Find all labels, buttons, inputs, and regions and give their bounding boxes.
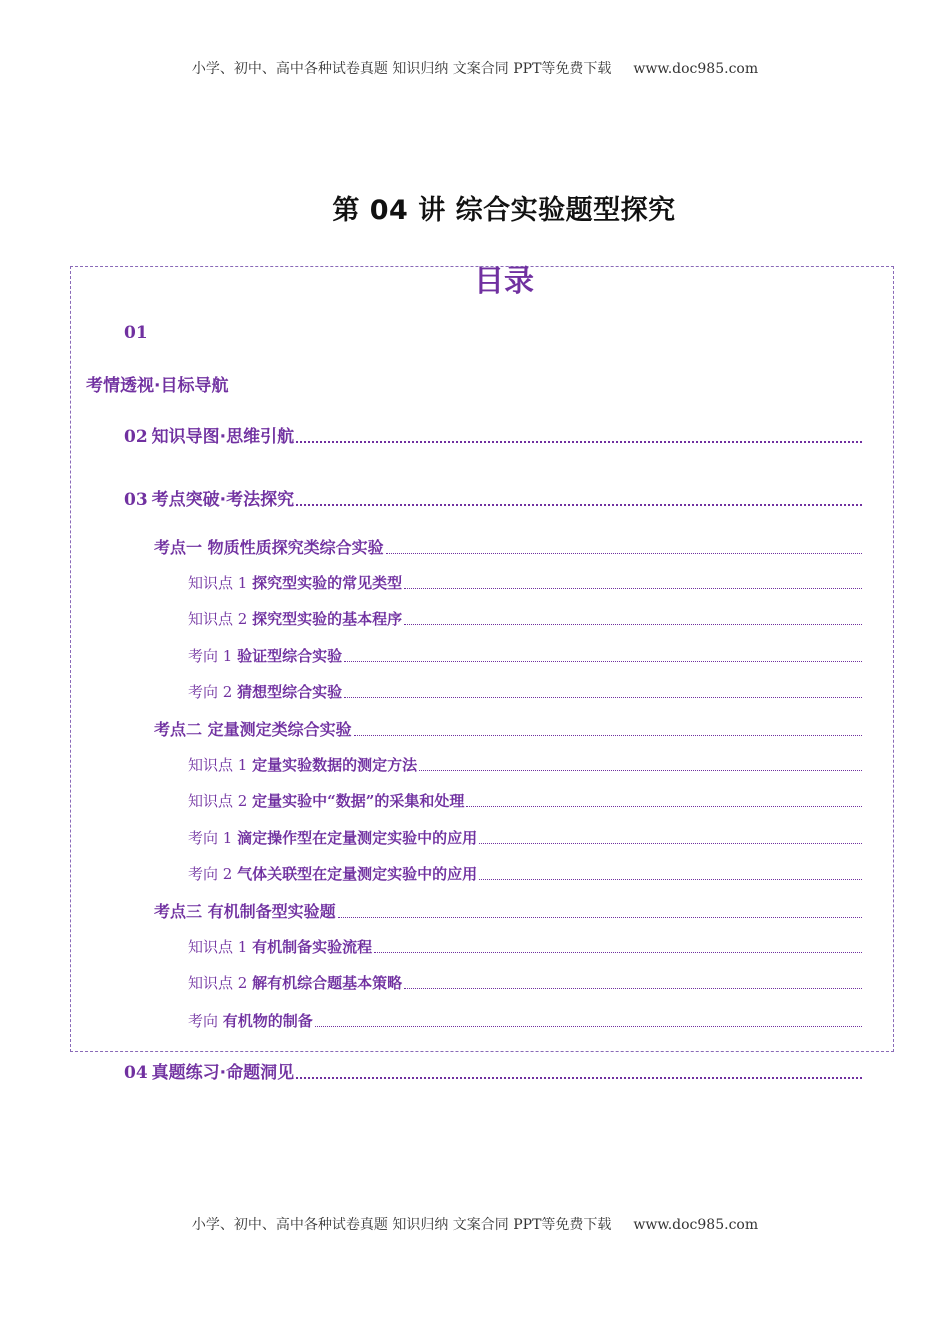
header-text: 小学、初中、高中各种试卷真题 知识归纳 文案合同 PPT等免费下载: [191, 61, 612, 77]
toc-entry-label: 考点突破·考法探究: [151, 490, 295, 510]
dot-leader: [404, 624, 862, 625]
toc-entry-label: 考点一 物质性质探究类综合实验: [154, 538, 384, 557]
dot-leader: [344, 697, 862, 698]
toc-entry-label: 定量实验中“数据”的采集和处理: [252, 792, 465, 810]
dot-leader: [479, 879, 862, 880]
toc-entry-number: 04: [124, 1063, 148, 1083]
toc-section-01-number: 01: [124, 323, 148, 343]
toc-heading: 目录: [474, 264, 534, 299]
dot-leader: [404, 588, 862, 589]
toc-entry-prefix: 考向: [188, 1012, 223, 1030]
toc-entry-section-04[interactable]: [124, 1058, 862, 1083]
toc-entry-prefix: 考向 1: [188, 829, 238, 847]
footer-url[interactable]: www.doc985.com: [633, 1217, 759, 1233]
toc-entry-label: 定量实验数据的测定方法: [252, 756, 418, 774]
toc-entry-label: 真题练习·命题洞见: [151, 1063, 295, 1083]
toc-entry-prefix: 知识点 1: [188, 574, 253, 592]
page-footer: [0, 1214, 950, 1234]
toc-entry-number: 03: [124, 490, 148, 510]
toc-entry-k2-zhishidian-2[interactable]: [188, 790, 862, 811]
toc-entry-k3-zhishidian-1[interactable]: [188, 936, 862, 957]
dot-leader: [296, 1077, 862, 1079]
footer-text: 小学、初中、高中各种试卷真题 知识归纳 文案合同 PPT等免费下载: [191, 1217, 612, 1233]
toc-entry-kaodian-3[interactable]: [154, 899, 862, 922]
toc-entry-section-03[interactable]: [124, 485, 862, 510]
dot-leader: [466, 806, 862, 807]
toc-entry-prefix: 考向 2: [188, 683, 238, 701]
toc-entry-number: 02: [124, 427, 148, 447]
dot-leader: [344, 661, 862, 662]
toc-entry-k3-zhishidian-2[interactable]: [188, 972, 862, 993]
dot-leader: [354, 735, 862, 736]
toc-entry-k1-zhishidian-2[interactable]: [188, 608, 862, 629]
toc-entry-k2-zhishidian-1[interactable]: [188, 754, 862, 775]
toc-entry-k1-kaoxiang-1[interactable]: [188, 645, 862, 666]
dot-leader: [296, 504, 862, 506]
toc-entry-k3-kaoxiang[interactable]: [188, 1010, 862, 1031]
toc-entry-prefix: 知识点 2: [188, 610, 253, 628]
page-header: [0, 58, 950, 78]
toc-entry-label: 考点三 有机制备型实验题: [154, 902, 336, 921]
dot-leader: [404, 988, 862, 989]
toc-entry-k2-kaoxiang-1[interactable]: [188, 827, 862, 848]
toc-entry-prefix: 知识点 2: [188, 792, 253, 810]
dot-leader: [338, 917, 862, 918]
toc-entry-prefix: 知识点 2: [188, 974, 253, 992]
header-url[interactable]: www.doc985.com: [633, 61, 759, 77]
toc-entry-prefix: 知识点 1: [188, 938, 253, 956]
dot-leader: [296, 441, 862, 443]
dot-leader: [374, 952, 862, 953]
toc-entry-label: 有机制备实验流程: [252, 938, 373, 956]
dot-leader: [386, 553, 862, 554]
toc-entry-label: 验证型综合实验: [237, 647, 343, 665]
toc-entry-kaodian-2[interactable]: [154, 717, 862, 740]
toc-entry-label: 知识导图·思维引航: [151, 427, 295, 447]
toc-entry-label: 猜想型综合实验: [237, 683, 343, 701]
toc-entry-prefix: 考向 2: [188, 865, 238, 883]
toc-entry-section-02[interactable]: [124, 422, 862, 447]
toc-entry-label: 考点二 定量测定类综合实验: [154, 720, 352, 739]
toc-entry-label: 探究型实验的常见类型: [252, 574, 403, 592]
dot-leader: [479, 843, 862, 844]
toc-entry-k2-kaoxiang-2[interactable]: [188, 863, 862, 884]
toc-entry-label: 气体关联型在定量测定实验中的应用: [237, 865, 478, 883]
toc-entry-k1-kaoxiang-2[interactable]: [188, 681, 862, 702]
dot-leader: [419, 770, 862, 771]
toc-entry-label: 解有机综合题基本策略: [252, 974, 403, 992]
toc-entry-label: 探究型实验的基本程序: [252, 610, 403, 628]
toc-section-01-label[interactable]: 考情透视·目标导航: [86, 376, 229, 396]
toc-entry-prefix: 知识点 1: [188, 756, 253, 774]
toc-entry-kaodian-1[interactable]: [154, 535, 862, 558]
document-title: 第 04 讲 综合实验题型探究: [332, 195, 676, 226]
dot-leader: [315, 1026, 862, 1027]
toc-entry-prefix: 考向 1: [188, 647, 238, 665]
toc-entry-label: 滴定操作型在定量测定实验中的应用: [237, 829, 478, 847]
toc-entry-label: 有机物的制备: [222, 1012, 313, 1030]
toc-entry-k1-zhishidian-1[interactable]: [188, 572, 862, 593]
